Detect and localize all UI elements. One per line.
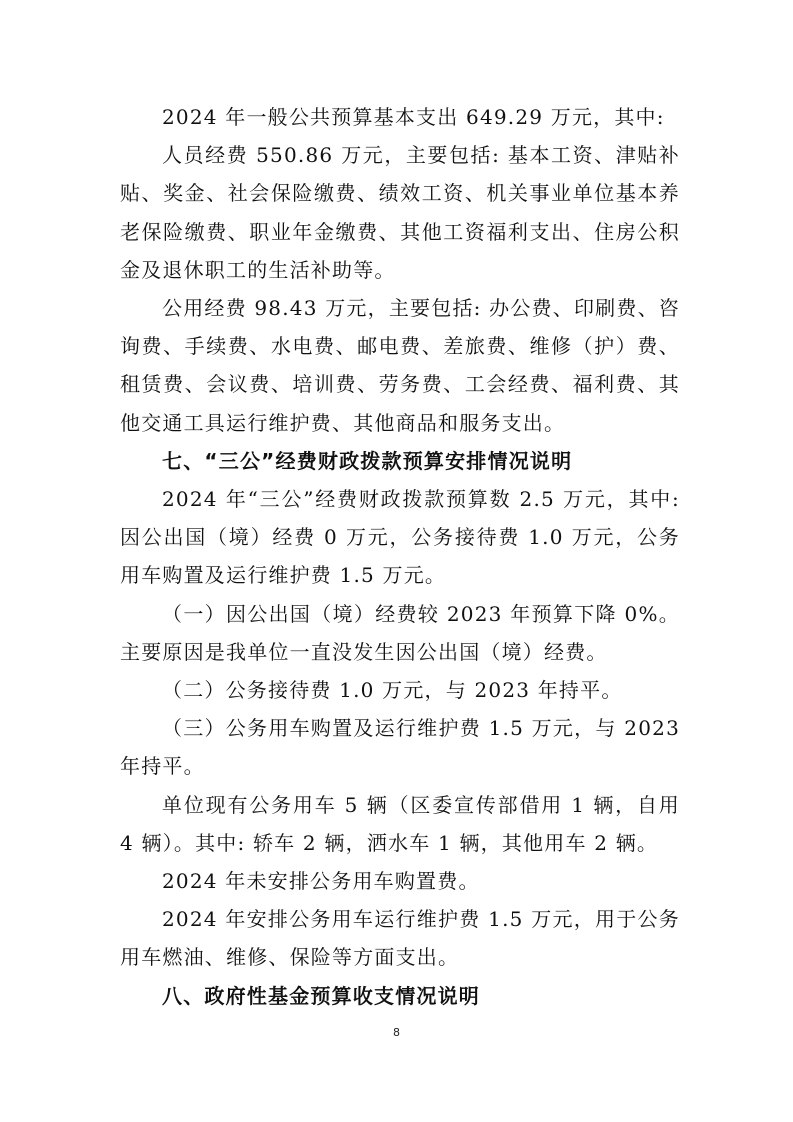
paragraph-vehicle-expenses: （三）公务用车购置及运行维护费 1.5 万元，与 2023 年持平。 [120, 716, 680, 779]
paragraph-vehicle-purchase: 2024 年未安排公务用车购置费。 [162, 869, 480, 894]
section-8-heading: 八、政府性基金预算收支情况说明 [162, 983, 480, 1008]
paragraph-three-public-total: 2024 年“三公”经费财政拨款预算数 2.5 万元，其中:因公出国（境）经费 0 万元，公务接待费 1.0 万元，公务用车购置及运行维护费 1.5 万元。 [120, 487, 680, 588]
paragraph-public-expenses: 公用经费 98.43 万元，主要包括: 办公费、印刷费、咨询费、手续费、水电费、邮电费、差旅费、维修（护）费、租赁费、会议费、培训费、劳务费、工会经费、福利费、其他交通工具运行维护费、其他商品和服务支出。 [120, 296, 680, 435]
paragraph-reception-expenses: （二）公务接待费 1.0 万元，与 2023 年持平。 [162, 678, 623, 703]
paragraph-vehicle-maintenance: 2024 年安排公务用车运行维护费 1.5 万元，用于公务用车燃油、维修、保险等方面支出。 [120, 907, 680, 970]
paragraph-basic-expenditure: 2024 年一般公共预算基本支出 649.29 万元，其中: [162, 105, 665, 129]
paragraph-vehicle-inventory: 单位现有公务用车 5 辆（区委宣传部借用 1 辆，自用 4 辆）。其中: 轿车 2 辆，洒水车 1 辆，其他用车 2 辆。 [120, 792, 680, 855]
page-content [120, 98, 680, 1015]
paragraph-overseas-expenses: （一）因公出国（境）经费较 2023 年预算下降 0%。主要原因是我单位一直没发生因公出国（境）经费。 [120, 601, 680, 664]
section-7-heading: 七、“三公”经费财政拨款预算安排情况说明 [162, 448, 573, 473]
paragraph-personnel-expenses: 人员经费 550.86 万元，主要包括: 基本工资、津贴补贴、奖金、社会保险缴费、绩效工资、机关事业单位基本养老保险缴费、职业年金缴费、其他工资福利支出、住房公积金及退休职工的生活补助等。 [120, 143, 680, 282]
page-number: 8 [393, 1026, 400, 1039]
